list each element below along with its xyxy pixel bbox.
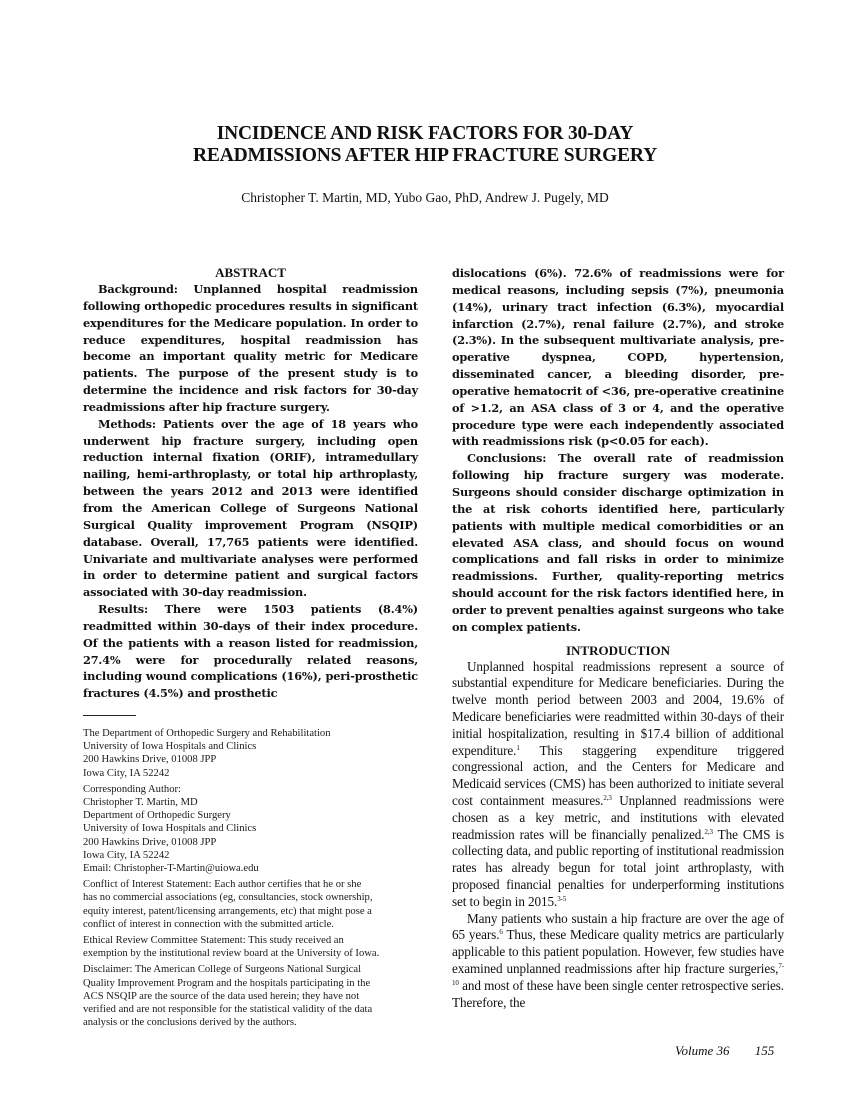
corresponding-line: Corresponding Author: — [83, 783, 181, 795]
intro-text: This staggering expenditure triggered congressional action, and the Centers for Medicare and Medicaid services (CMS) has been authorized to initiate several cost containment measures. — [452, 742, 784, 808]
page-footer — [675, 1043, 774, 1059]
affiliation-line: 200 Hawkins Drive, 01008 JPP — [83, 754, 217, 766]
footnotes — [83, 727, 443, 1032]
affiliation-line: Iowa City, IA 52242 — [83, 767, 170, 779]
citation-ref[interactable]: 1 — [516, 743, 520, 752]
affiliation-line: University of Iowa Hospitals and Clinics — [83, 741, 257, 753]
intro-text: Thus, these Medicare quality metrics are particularly applicable to this patient population. However, few studies have examined unplanned readmissions after hip fracture surgeries, — [452, 927, 784, 976]
conflict-line: has no commercial associations (eg, consultancies, stock ownership, — [83, 892, 373, 904]
citation-ref[interactable]: 2,3 — [704, 827, 713, 836]
intro-text: Unplanned readmissions were chosen as a key metric, and institutions with elevated readmission rates will be financially penalized. — [452, 792, 784, 842]
disclaimer-line: ACS NSQIP are the source of the data used herein; they have not — [83, 990, 360, 1002]
affiliation-line: The Department of Orthopedic Surgery and Rehabilitation — [83, 728, 331, 739]
page-number: 155 — [754, 1043, 775, 1058]
title-line-1: INCIDENCE AND RISK FACTORS FOR 30-DAY — [216, 123, 634, 144]
volume-label: Volume 36 — [675, 1043, 730, 1058]
abstract-heading: ABSTRACT — [215, 265, 286, 280]
citation-ref[interactable]: 3-5 — [557, 894, 567, 903]
intro-text: The CMS is collecting data, and public reporting of institutional readmission rates has already begun for total joint arthroplasty, with proposed financial penalties for underperforming institutions set to begin in 2015. — [452, 826, 784, 909]
title-line-2: READMISSIONS AFTER HIP FRACTURE SURGERY — [193, 145, 657, 166]
corresponding-line: Christopher T. Martin, MD — [83, 797, 198, 809]
methods-text: Patients over the age of 18 years who underwent hip fracture surgery, including open reduction internal fixation (ORIF), intramedullary nailing, hemi-arthroplasty, or total hip arthroplasty, between the years 2012 and 2013 were identified from the American College of Surgeons National Surgical Quality improvement Program (NSQIP) database. Overall, 17,765 patients were identified. Univariate and multivariate analyses were performed in order to determine patient and surgical factors associated with 30-day readmission. — [83, 416, 418, 600]
corresponding-line: Department of Orthopedic Surgery — [83, 810, 231, 822]
intro-text: Many patients who sustain a hip fracture are over the age of 65 years. — [452, 910, 784, 943]
left-column — [83, 265, 418, 702]
background-text: Unplanned hospital readmission following orthopedic procedures results in significant expenditures for the Medicare population. In order to reduce expenditures, hospital readmission has become an important quality metric for Medicare patients. The purpose of the present study is to determine the incidence and risk factors for 30-day readmissions after hip fracture surgery. — [83, 282, 418, 414]
citation-ref[interactable]: 2,3 — [603, 793, 612, 802]
footnote-affiliation — [83, 727, 443, 780]
results-label: Results: — [98, 602, 148, 617]
author-list: Christopher T. Martin, MD, Yubo Gao, PhD, Andrew J. Pugely, MD — [241, 190, 609, 205]
citation-ref[interactable]: 7-10 — [452, 961, 784, 987]
corresponding-line: 200 Hawkins Drive, 01008 JPP — [83, 836, 217, 848]
corresponding-line: University of Iowa Hospitals and Clinics — [83, 823, 257, 835]
disclaimer-line: analysis or the conclusions derived by the authors. — [83, 1017, 297, 1029]
corresponding-line: Iowa City, IA 52242 — [83, 849, 170, 861]
abstract-conclusions — [452, 450, 784, 635]
ethics-line: exemption by the institutional review board at the University of Iowa. — [83, 948, 380, 960]
conflict-line: equity interest, patent/licensing arrangements, etc) that might pose a — [83, 905, 372, 917]
intro-text: Unplanned hospital readmissions represent a source of substantial expenditure for Medicare beneficiaries. During the twelve month period between 2003 and 2004, 19.6% of Medicare beneficiaries were readmitted within 30-days of their initial hospitalization, resulting in $17.4 billion of additional expenditure. — [452, 658, 784, 758]
abstract-background — [83, 281, 418, 416]
abstract-results-part1 — [83, 601, 418, 702]
footnote-corresponding-author — [83, 783, 443, 875]
citation-ref[interactable]: 6 — [499, 928, 503, 937]
footnote-conflict-of-interest — [83, 878, 443, 931]
disclaimer-line: verified and are not responsible for the statistical validity of the data — [83, 1004, 373, 1016]
introduction-paragraph-1 — [452, 659, 784, 911]
abstract-results-part2: dislocations (6%). 72.6% of readmissions were for medical reasons, including sepsis (7%), pneumonia (14%), urinary tract infection (6.3%), myocardial infarction (2.7%), renal failure (2.7%), and stroke (2.3%). In the subsequent multivariate analysis, pre-operative dyspnea, COPD, hypertension, disseminated cancer, a bleeding disorder, pre-operative hematocrit of <36, pre-operative creatinine of >1.2, an ASA class of 3 or 4, and the operative procedure type were each independently associated with readmissions risk (p<0.05 for each). — [452, 266, 784, 449]
introduction-paragraph-2 — [452, 911, 784, 1012]
disclaimer-line: Quality Improvement Program and the hospitals participating in the — [83, 977, 371, 989]
footnote-ethics — [83, 934, 443, 960]
footnote-disclaimer — [83, 963, 443, 1029]
results-text-left: There were 1503 patients (8.4%) readmitted within 30-days of their index procedure. Of the patients with a reason listed for readmission, 27.4% were for procedurally related reasons, including wound complications (16%), peri-prosthetic fractures (4.5%) and prosthetic — [83, 602, 418, 701]
conclusions-text: The overall rate of readmission following hip fracture surgery was moderate. Surgeons should consider discharge optimization in the at risk cohorts identified here, particularly patients with multiple medical comorbidities or an elevated ASA class, and should focus on wound complications and fall risks in order to minimize readmissions. Further, quality-reporting metrics should account for the risk factors identified here, in order to prevent penalties against surgeons who take on complex patients. — [452, 451, 784, 634]
disclaimer-line: Disclaimer: The American College of Surgeons National Surgical — [83, 964, 362, 976]
abstract-methods — [83, 416, 418, 601]
methods-label: Methods: — [98, 416, 156, 431]
introduction-heading: INTRODUCTION — [565, 642, 670, 658]
intro-text: and most of these have been single center retrospective series. Therefore, the — [452, 977, 784, 1010]
conflict-line: conflict of interest in connection with the submitted article. — [83, 918, 334, 930]
ethics-line: Ethical Review Committee Statement: This study received an — [83, 935, 344, 947]
background-label: Background: — [98, 282, 178, 296]
conclusions-label: Conclusions: — [467, 451, 547, 466]
right-column — [452, 265, 784, 1011]
conflict-line: Conflict of Interest Statement: Each author certifies that he or she — [83, 879, 362, 891]
footnote-divider — [83, 715, 136, 716]
corresponding-email[interactable]: Email: Christopher-T-Martin@uiowa.edu — [83, 863, 259, 875]
article-title — [0, 123, 850, 167]
